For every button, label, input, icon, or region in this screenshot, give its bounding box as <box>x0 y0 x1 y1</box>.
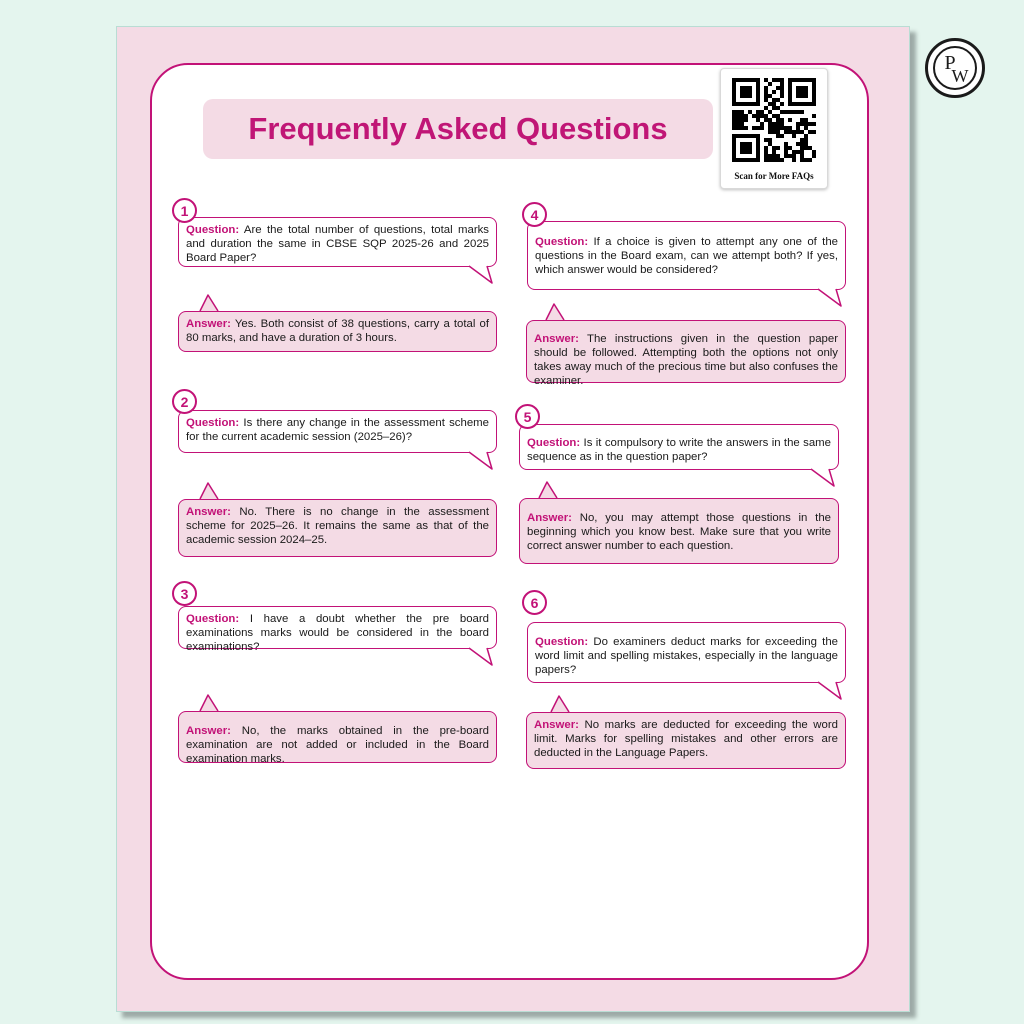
question-label: Question: <box>527 437 581 449</box>
answer-text: No. There is no change in the assessment scheme for 2025–26. It remains the same as that of the academic session 2024–25. <box>186 506 490 546</box>
question-label: Question: <box>535 236 589 248</box>
answer-label: Answer: <box>186 318 231 330</box>
speech-tail <box>545 695 575 713</box>
answer-text: No marks are deducted for exceeding the word limit. Marks for spelling mistakes and other errors are deducted in the Language Papers. <box>534 719 838 759</box>
answer-text: No, the marks obtained in the pre-board examination are not added or included in the Board examination marks. <box>186 725 489 765</box>
logo-letter-p: P <box>944 52 956 74</box>
question-label: Question: <box>186 613 240 625</box>
pw-logo-icon <box>933 46 977 90</box>
question-text: Are the total number of questions, total marks and duration the same in CBSE SQP 2025-26 and 2025 Board Paper? <box>186 224 490 264</box>
faq-number-4: 4 <box>522 202 547 227</box>
faq-answer-4 <box>526 320 846 387</box>
speech-tail <box>533 481 563 499</box>
question-text: If a choice is given to attempt any one of the questions in the Board exam, can we attempt both? If yes, which answer would be considered? <box>535 236 838 276</box>
faq-question-5 <box>519 424 839 470</box>
speech-tail <box>194 294 224 312</box>
faq-question-4 <box>527 221 846 290</box>
answer-label: Answer: <box>186 506 231 518</box>
speech-tail <box>808 468 838 488</box>
pw-logo <box>925 38 985 98</box>
speech-tail <box>540 303 570 321</box>
answer-text: No, you may attempt those questions in the beginning which you know best. Make sure that you write correct answer number to each question. <box>527 512 831 552</box>
faq-number-6: 6 <box>522 590 547 615</box>
faq-answer-3 <box>178 711 497 763</box>
answer-label: Answer: <box>534 333 579 345</box>
question-text: Is it compulsory to write the answers in the same sequence as in the question paper? <box>527 437 831 463</box>
speech-tail <box>466 647 496 667</box>
faq-answer-6 <box>526 712 846 769</box>
speech-tail <box>194 482 224 500</box>
faq-answer-5 <box>519 498 839 564</box>
faq-number-1: 1 <box>172 198 197 223</box>
speech-tail <box>466 451 496 471</box>
speech-tail <box>194 694 224 712</box>
faq-number-3: 3 <box>172 581 197 606</box>
answer-label: Answer: <box>186 725 231 737</box>
speech-tail <box>466 265 496 285</box>
answer-text: Yes. Both consist of 38 questions, carry a total of 80 marks, and have a duration of 3 hours. <box>186 318 489 344</box>
faq-number-5: 5 <box>515 404 540 429</box>
faq-number-2: 2 <box>172 389 197 414</box>
question-text: I have a doubt whether the pre board examinations marks would be considered in the board examinations? <box>186 613 490 653</box>
qr-code-icon <box>732 78 816 162</box>
page-title: Frequently Asked Questions <box>203 99 713 159</box>
faq-question-1 <box>178 217 497 267</box>
qr-caption: Scan for More FAQs <box>734 171 814 181</box>
logo-letter-w: W <box>951 66 969 86</box>
question-text: Is there any change in the assessment scheme for the current academic session (2025–26)? <box>186 417 489 443</box>
faq-question-3 <box>178 606 497 653</box>
question-label: Question: <box>535 636 589 648</box>
faq-answer-1 <box>178 311 497 352</box>
faq-answer-2 <box>178 499 497 557</box>
faq-question-6 <box>527 622 846 683</box>
faq-question-2 <box>178 410 497 453</box>
question-label: Question: <box>186 224 240 236</box>
speech-tail <box>815 288 845 308</box>
answer-text: The instructions given in the question paper should be followed. Attempting both the options not only takes away much of the precious time but also confuses the examiner. <box>534 333 838 387</box>
qr-code[interactable] <box>720 68 828 189</box>
speech-tail <box>815 681 845 701</box>
answer-label: Answer: <box>527 512 572 524</box>
question-text: Do examiners deduct marks for exceeding the word limit and spelling mistakes, especially in the language papers? <box>535 636 838 676</box>
answer-label: Answer: <box>534 719 579 731</box>
question-label: Question: <box>186 417 240 429</box>
